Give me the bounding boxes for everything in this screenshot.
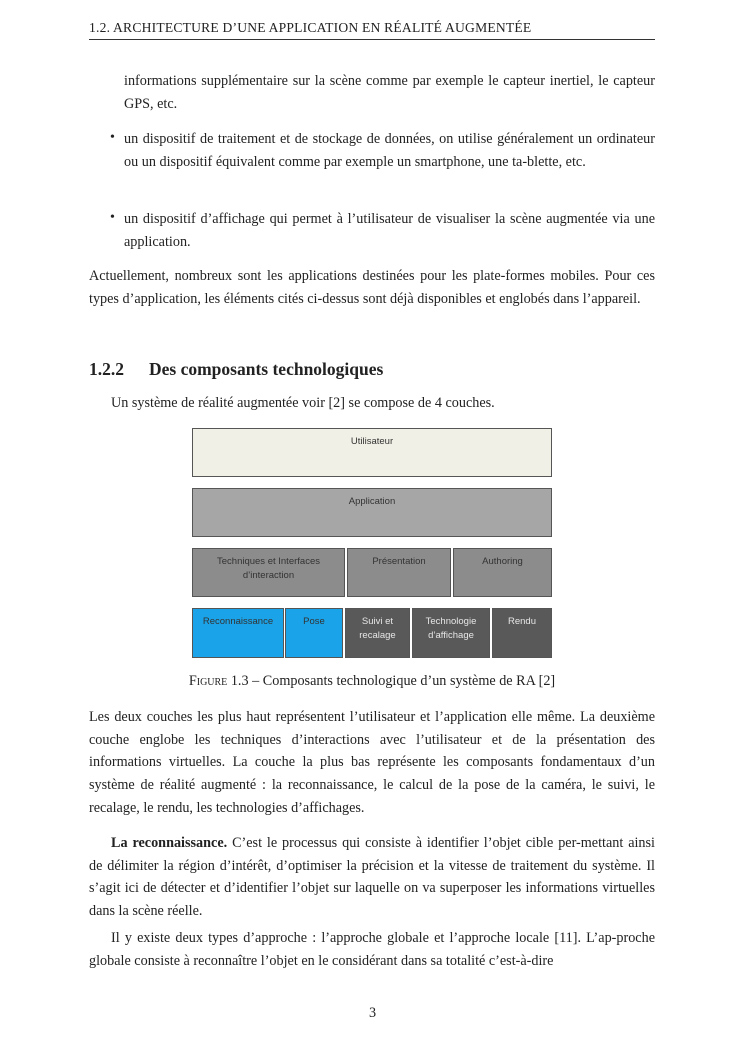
layer-utilisateur: Utilisateur — [192, 428, 552, 477]
section-number: 1.2.2 — [89, 359, 124, 379]
layer-pose: Pose — [285, 608, 343, 658]
layer-application: Application — [192, 488, 552, 537]
paragraph-reco-text: C’est le processus qui consiste à identifier l’objet cible per-mettant ainsi de délimiter la région d’intérêt, d’optimiser la précision et la vitesse de traitement du système. Il s’agit ici de détecter et d’identifier l’objet sur laquelle on va superposer les informations virtuelles dans la scène réelle. — [89, 835, 655, 920]
paragraph-actuellement: Actuellement, nombreux sont les applications destinées pour les plate-formes mobiles. Pour ces types d’application, les éléments cités ci-dessus sont déjà disponibles et englobés dans l’appareil. — [89, 268, 655, 307]
paragraph-reconnaissance — [89, 832, 655, 923]
layer-techniques: Techniques et Interfaces d’interaction — [192, 548, 345, 597]
layer-technologie: Technologie d’affichage — [412, 608, 490, 658]
layers-diagram — [192, 428, 552, 660]
layer-presentation: Présentation — [347, 548, 451, 597]
continued-paragraph: informations supplémentaire sur la scène comme par exemple le capteur inertiel, le capteur GPS, etc. — [124, 73, 655, 112]
figure-caption — [89, 673, 655, 690]
section-title: Des composants technologiques — [149, 359, 384, 379]
caption-text: – Composants technologique d’un système de RA [2] — [248, 673, 556, 689]
paragraph-bold-lead: La reconnaissance. — [111, 835, 228, 851]
running-header: 1.2. ARCHITECTURE D’UNE APPLICATION EN RÉALITÉ AUGMENTÉE — [89, 20, 655, 40]
paragraph-systeme: Un système de réalité augmentée voir [2] se compose de 4 couches. — [111, 395, 495, 411]
caption-label: Figure 1.3 — [188, 673, 249, 689]
layer-suivi: Suivi et recalage — [345, 608, 410, 658]
bullet-marker: • — [110, 210, 115, 225]
bullet-item: un dispositif d’affichage qui permet à l’utilisateur de visualiser la scène augmentée via une application. — [124, 211, 655, 250]
paragraph-couches: Les deux couches les plus haut représentent l’utilisateur et l’application elle même. La deuxième couche englobe les techniques d’interactions avec l’utilisateur et de la présentation des informations virtuelles. La couche la plus bas représente les composants fondamentaux d’un système de réalité augmenté : la reconnaissance, le calcul de la pose de la caméra, le suivi, le recalage, le rendu, les technologies d’affichages. — [89, 709, 655, 816]
layer-authoring: Authoring — [453, 548, 552, 597]
layer-rendu: Rendu — [492, 608, 552, 658]
page-number: 3 — [368, 1005, 377, 1021]
layer-reconnaissance: Reconnaissance — [192, 608, 284, 658]
section-heading — [89, 359, 383, 380]
bullet-marker: • — [110, 130, 115, 145]
bullet-item: un dispositif de traitement et de stockage de données, on utilise généralement un ordinateur ou un dispositif équivalent comme par exemple un smartphone, une ta-blette, etc. — [124, 131, 655, 170]
paragraph-approche: Il y existe deux types d’approche : l’approche globale et l’approche locale [11]. L’ap-proche globale consiste à reconnaître l’objet en le considérant dans sa totalité c’est-à-dire — [89, 930, 655, 969]
